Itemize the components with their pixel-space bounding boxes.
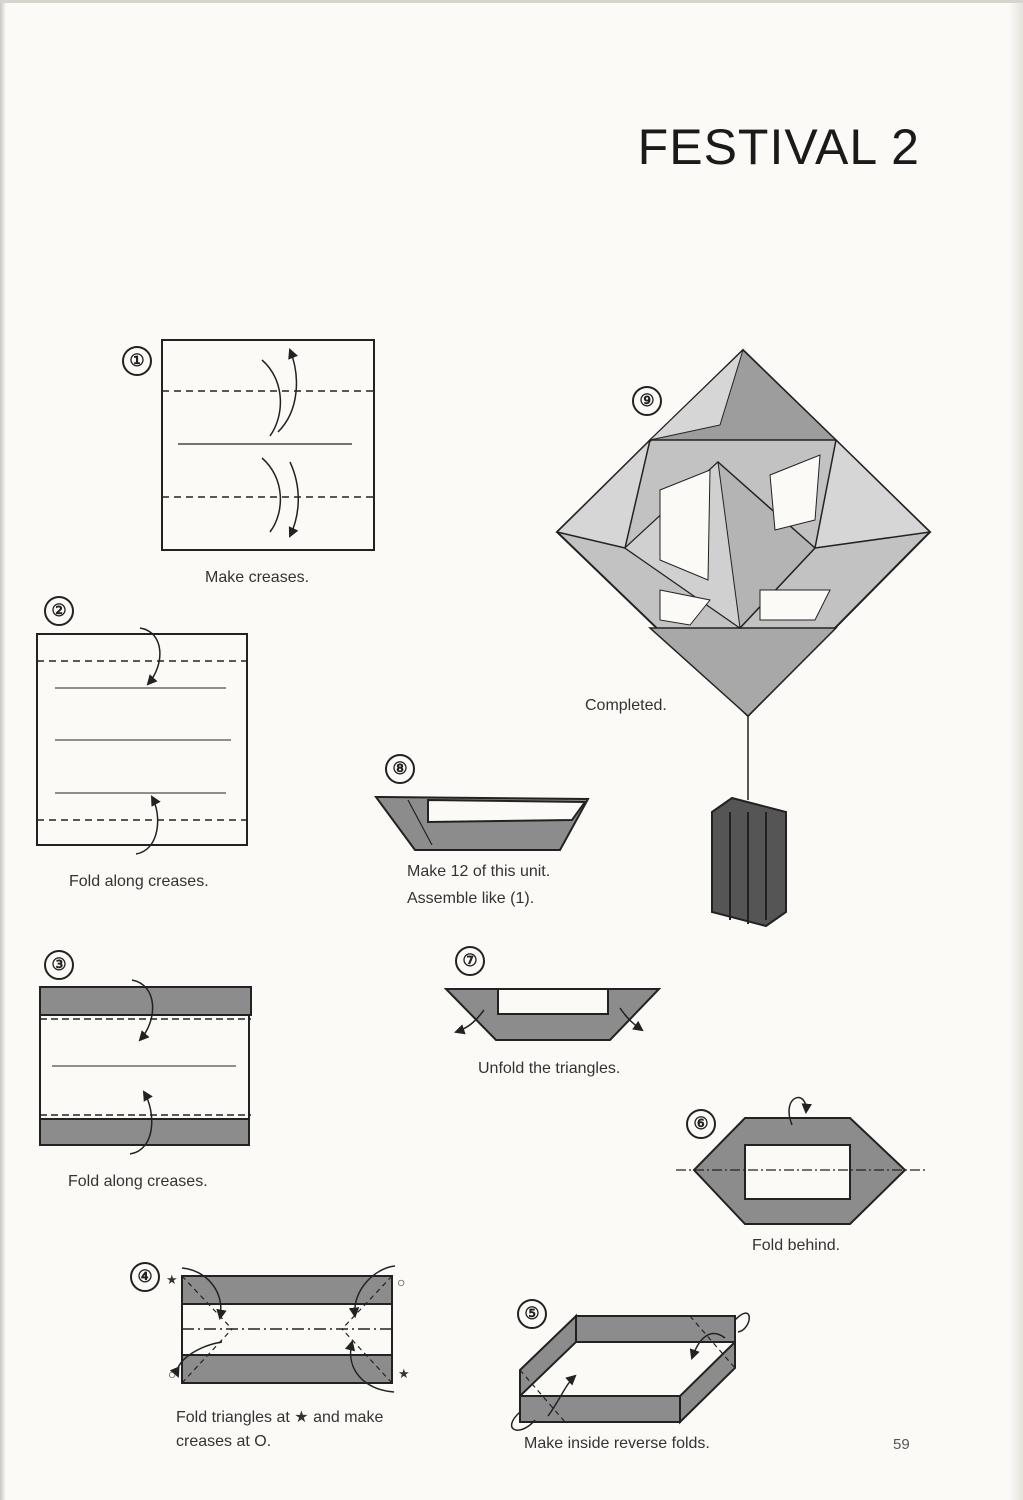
step4-caption-line1: Fold triangles at ★ and make: [176, 1409, 384, 1426]
step8-caption-line2: Assemble like (1).: [407, 890, 535, 907]
step2-number: ②: [44, 596, 74, 626]
step7-caption: Unfold the triangles.: [478, 1060, 621, 1077]
circle-marker-bottom-left: ○: [168, 1366, 177, 1382]
page-number: 59: [893, 1436, 910, 1453]
star-marker-top-left: ★: [166, 1272, 178, 1287]
step3-number: ③: [44, 950, 74, 980]
step5-number: ⑤: [517, 1299, 547, 1329]
step8-caption-line1: Make 12 of this unit.: [407, 863, 551, 880]
step5-caption: Make inside reverse folds.: [524, 1435, 710, 1452]
step8-number: ⑧: [385, 754, 415, 784]
step4-number: ④: [130, 1262, 160, 1292]
step1-caption: Make creases.: [205, 569, 310, 586]
star-marker-bottom-right: ★: [398, 1366, 410, 1381]
step1-number: ①: [122, 346, 152, 376]
step9-caption: Completed.: [585, 697, 667, 714]
step4-diagram: [177, 1266, 395, 1392]
step5-diagram: [512, 1313, 750, 1430]
step4-caption-line2: creases at O.: [176, 1433, 272, 1450]
step8-diagram: [376, 797, 588, 850]
step6-caption: Fold behind.: [752, 1237, 841, 1254]
page-title: FESTIVAL 2: [637, 119, 920, 175]
circle-marker-top-right: ○: [397, 1274, 406, 1290]
step1-diagram: [162, 340, 374, 550]
step3-caption: Fold along creases.: [68, 1173, 208, 1190]
step6-number: ⑥: [686, 1109, 716, 1139]
step7-number: ⑦: [455, 946, 485, 976]
step9-ornament: [557, 350, 930, 926]
step2-caption: Fold along creases.: [69, 873, 209, 890]
step7-diagram: [446, 989, 659, 1040]
step9-number: ⑨: [632, 386, 662, 416]
step2-diagram: [37, 628, 247, 854]
step3-diagram: [40, 980, 251, 1154]
